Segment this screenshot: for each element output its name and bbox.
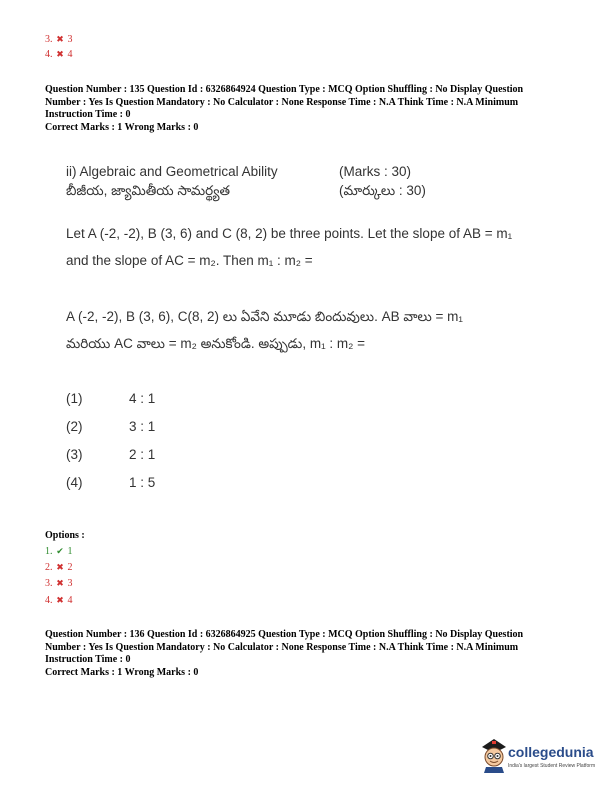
meta-line: Instruction Time : 0 xyxy=(45,654,131,665)
choice-number: (3) xyxy=(66,447,83,462)
option-value: 4 xyxy=(67,595,73,606)
choice-value: 3 : 1 xyxy=(129,419,156,434)
option-3 xyxy=(45,577,73,590)
meta-line: Number : Yes Is Question Mandatory : No Calculator : None Response Time : N.A Think Time : N.A Minimum xyxy=(45,96,519,108)
question-text-te-line1: A (-2, -2), B (3, 6), C(8, 2) లు ఏవేని మూడు బిందువులు. AB వాలు = m₁ xyxy=(66,309,463,324)
options-label: Options : xyxy=(45,530,85,541)
meta-line: Correct Marks : 1 Wrong Marks : 0 xyxy=(45,666,199,678)
question-metadata-135 xyxy=(45,84,575,134)
logo-tagline: India's largest Student Review Platform xyxy=(508,763,596,769)
meta-line: Correct Marks : 1 Wrong Marks : 0 xyxy=(45,121,199,133)
option-number: 3. xyxy=(45,578,53,589)
meta-line: Instruction Time : 0 xyxy=(45,109,131,120)
option-number: 2. xyxy=(45,562,53,573)
question-text-te-line2: మరియు AC వాలు = m₂ అనుకోండి. అప్పుడు, m₁ : m₂ = xyxy=(66,336,366,351)
option-value: 2 xyxy=(67,562,73,573)
option-1 xyxy=(45,545,73,558)
choice-number: (1) xyxy=(66,391,83,406)
cross-icon: ✖ xyxy=(56,49,64,59)
cross-icon: ✖ xyxy=(56,34,64,44)
choice-value: 2 : 1 xyxy=(129,447,156,462)
section-title-en: ii) Algebraic and Geometrical Ability xyxy=(66,164,278,179)
question-metadata-136 xyxy=(45,629,575,679)
logo-wordmark: collegedunia xyxy=(508,744,594,760)
prev-option-4 xyxy=(45,48,73,61)
choice-value: 1 : 5 xyxy=(129,475,156,490)
marks-en: (Marks : 30) xyxy=(339,164,412,179)
question-text-en-line2: and the slope of AC = m₂. Then m₁ : m₂ = xyxy=(66,253,313,268)
option-4 xyxy=(45,594,73,607)
meta-line: Question Number : 136 Question Id : 6326864925 Question Type : MCQ Option Shuffling : No Display Question xyxy=(45,629,524,640)
student-mascot-icon xyxy=(476,733,512,773)
cross-icon: ✖ xyxy=(56,595,64,605)
choice-value: 4 : 1 xyxy=(129,391,156,406)
choice-number: (2) xyxy=(66,419,83,434)
checkmark-icon: ✔ xyxy=(56,546,64,556)
meta-line: Number : Yes Is Question Mandatory : No Calculator : None Response Time : N.A Think Time : N.A Minimum xyxy=(45,641,519,653)
prev-option-3 xyxy=(45,33,73,46)
question-text-en-line1: Let A (-2, -2), B (3, 6) and C (8, 2) be three points. Let the slope of AB = m₁ xyxy=(66,226,513,241)
choice-number: (4) xyxy=(66,475,83,490)
meta-line: Question Number : 135 Question Id : 6326864924 Question Type : MCQ Option Shuffling : No Display Question xyxy=(45,84,524,95)
option-number: 4. xyxy=(45,595,53,606)
section-title-te: బీజీయ, జ్యామితీయ సామర్థ్యత xyxy=(66,183,231,198)
option-value: 1 xyxy=(67,546,73,557)
option-value: 3 xyxy=(67,34,73,45)
option-value: 4 xyxy=(67,49,73,60)
option-number: 3. xyxy=(45,34,53,45)
option-2 xyxy=(45,561,73,574)
option-number: 4. xyxy=(45,49,53,60)
cross-icon: ✖ xyxy=(56,578,64,588)
marks-te: (మార్కులు : 30) xyxy=(339,183,426,198)
option-number: 1. xyxy=(45,546,53,557)
option-value: 3 xyxy=(67,578,73,589)
cross-icon: ✖ xyxy=(56,562,64,572)
